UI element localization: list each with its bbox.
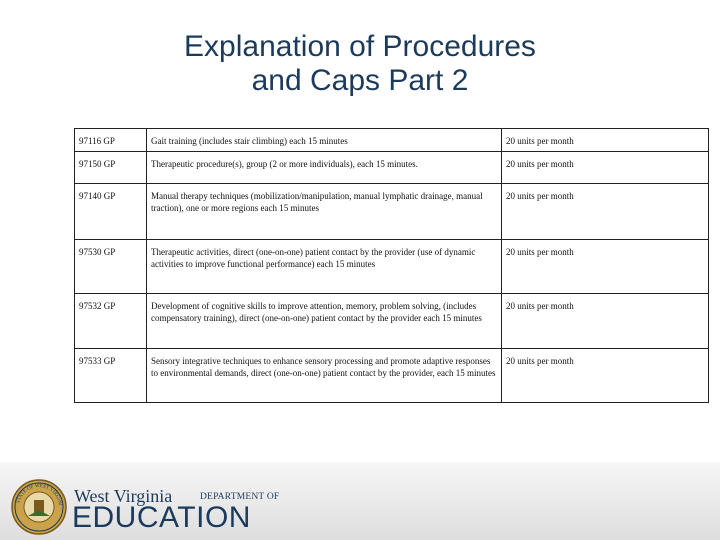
seal-text: STATE OF WEST VIRGINI [16,483,62,507]
slide-title-line-2: and Caps Part 2 [251,64,469,97]
procedure-code: 97116 GP [75,129,147,152]
procedure-description: Therapeutic activities, direct (one-on-one) patient contact by the provider (use of dynamic activities to improve functional performance) each 15 minutes [147,240,502,294]
table-row [75,184,709,240]
slide-title-line-1: Explanation of Procedures [184,30,536,63]
procedure-code: 97150 GP [75,152,147,184]
procedure-description: Sensory integrative techniques to enhance sensory processing and promote adaptive responses to environmental demands, direct (one-on-one) patient contact by the provider, each 15 minutes [147,349,502,403]
procedure-description: Development of cognitive skills to improve attention, memory, problem solving, (includes compensatory training), direct (one-on-one) patient contact by the provider each 15 minutes [147,294,502,349]
procedure-cap: 20 units per month [502,129,709,152]
procedure-description: Manual therapy techniques (mobilization/manipulation, manual lymphatic drainage, manual traction), one or more regions each 15 minutes [147,184,502,240]
procedure-cap: 20 units per month [502,152,709,184]
procedure-cap: 20 units per month [502,294,709,349]
procedure-cap: 20 units per month [502,240,709,294]
table-row [75,240,709,294]
procedure-description: Gait training (includes stair climbing) each 15 minutes [147,129,502,152]
table-row [75,129,709,152]
logo-state-name: West Virginia [74,486,173,506]
logo-department: DEPARTMENT OF [200,492,280,502]
procedure-cap: 20 units per month [502,184,709,240]
table-row [75,152,709,184]
procedures-table [74,128,709,403]
slide-title [0,30,720,98]
procedure-code: 97532 GP [75,294,147,349]
procedure-code: 97140 GP [75,184,147,240]
table-row [75,294,709,349]
logo-education: EDUCATION [72,501,251,534]
state-seal-icon [10,478,68,536]
procedure-description: Therapeutic procedure(s), group (2 or more individuals), each 15 minutes. [147,152,502,184]
table-row [75,349,709,403]
procedure-code: 97530 GP [75,240,147,294]
procedure-cap: 20 units per month [502,349,709,403]
procedure-code: 97533 GP [75,349,147,403]
